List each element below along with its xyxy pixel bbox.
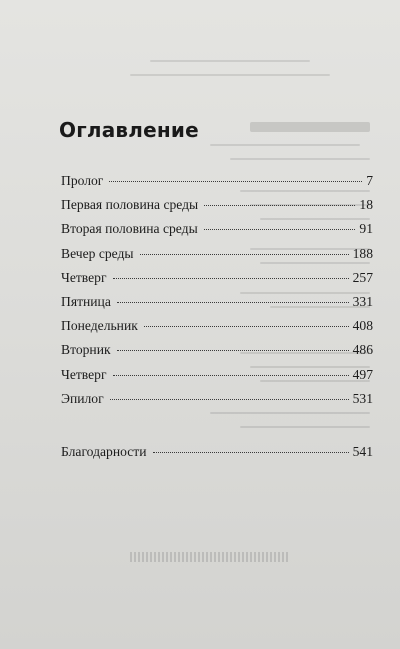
toc-entry-label: Первая половина среды bbox=[61, 197, 199, 213]
toc-entry-page: 257 bbox=[352, 269, 373, 285]
toc-entry bbox=[61, 221, 373, 245]
toc-entry-page: 188 bbox=[352, 245, 373, 261]
toc-entry-page: 497 bbox=[352, 366, 373, 382]
toc-entry-page: 408 bbox=[352, 318, 373, 334]
toc-entry-page: 541 bbox=[352, 444, 373, 459]
toc-entry bbox=[61, 318, 373, 342]
toc-entry bbox=[61, 391, 373, 415]
toc-entry-label: Понедельник bbox=[61, 318, 138, 334]
toc-entry-label: Вторая половина среды bbox=[61, 221, 198, 237]
toc-entry-label: Благодарности bbox=[61, 444, 147, 459]
toc-entry-page: 18 bbox=[359, 197, 373, 213]
toc-entry-label: Пролог bbox=[61, 173, 104, 188]
toc-entry bbox=[61, 270, 373, 294]
toc-entry-page: 331 bbox=[352, 293, 373, 309]
dot-leader bbox=[204, 229, 356, 230]
dot-leader bbox=[117, 302, 349, 303]
toc-list bbox=[61, 173, 373, 415]
dot-leader bbox=[140, 254, 349, 255]
dot-leader bbox=[144, 326, 349, 327]
dot-leader bbox=[109, 181, 362, 182]
toc-entry bbox=[61, 197, 373, 221]
toc-entry-page: 91 bbox=[359, 221, 373, 237]
toc-entry bbox=[61, 246, 373, 270]
toc-back-matter bbox=[61, 444, 373, 468]
dot-leader bbox=[113, 375, 349, 376]
toc-entry-label: Четверг bbox=[61, 366, 107, 382]
toc-entry-label: Пятница bbox=[61, 293, 111, 309]
dot-leader bbox=[113, 278, 349, 279]
toc-entry-label: Вторник bbox=[61, 342, 111, 358]
toc-entry bbox=[61, 294, 373, 318]
toc-entry-acknowledgements bbox=[61, 444, 373, 468]
toc-entry-label: Эпилог bbox=[61, 390, 104, 406]
toc-entry-label: Вечер среды bbox=[61, 245, 134, 261]
dot-leader bbox=[117, 350, 349, 351]
toc-entry-page: 7 bbox=[366, 173, 373, 188]
toc-entry-label: Четверг bbox=[61, 269, 107, 285]
show-through-barcode bbox=[130, 552, 290, 562]
dot-leader bbox=[110, 399, 349, 400]
toc-entry bbox=[61, 342, 373, 366]
toc-entry-page: 531 bbox=[352, 390, 373, 406]
dot-leader bbox=[204, 205, 355, 206]
toc-title: Оглавление bbox=[59, 118, 199, 142]
toc-entry bbox=[61, 173, 373, 197]
toc-entry bbox=[61, 367, 373, 391]
toc-entry-page: 486 bbox=[352, 342, 373, 358]
dot-leader bbox=[153, 452, 349, 453]
